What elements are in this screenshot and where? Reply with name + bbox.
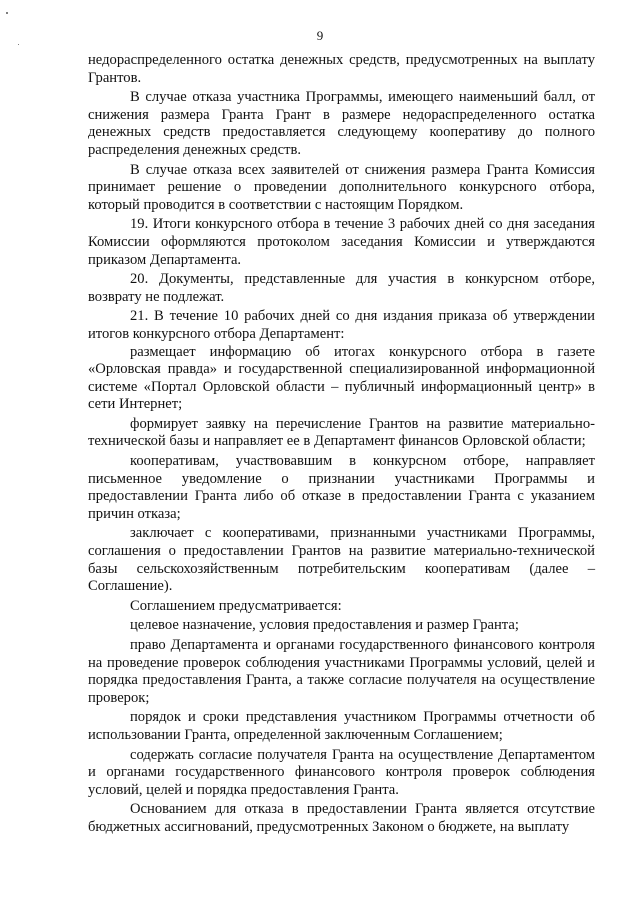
- paragraph: В случае отказа участника Программы, имеющего наименьший балл, от снижения размера Гранта Грант в размере недораспределенного остатка денежных средств предоставляется следующему кооперативу до полного распределения денежных средств.: [88, 89, 595, 158]
- scan-speck: [6, 12, 8, 14]
- paragraph: порядок и сроки представления участником Программы отчетности об использовании Гранта, определенной заключенным Соглашением;: [88, 709, 595, 743]
- paragraph: заключает с кооперативами, признанными участниками Программы, соглашения о предоставлении Грантов на развитие материально-технической базы сельскохозяйственным потребительским кооперативам (далее – Соглашение).: [88, 525, 595, 595]
- page-number: 9: [316, 28, 324, 43]
- paragraph: формирует заявку на перечисление Грантов на развитие материально-технической базы и направляет ее в Департамент финансов Орловской области;: [88, 415, 595, 450]
- paragraph: содержать согласие получателя Гранта на осуществление Департаментом и органами государственного финансового контроля проверок соблюдения условий, целей и порядка предоставления Гранта.: [88, 746, 595, 798]
- paragraph: размещает информацию об итогах конкурсного отбора в газете «Орловская правда» и государственной специализированной информационной системе «Портал Орловской области – публичный информационный центр» в сети Интернет;: [88, 343, 595, 413]
- scan-speck: [18, 44, 19, 45]
- paragraph: недораспределенного остатка денежных средств, предусмотренных на выплату Грантов.: [88, 52, 595, 86]
- paragraph-item-19: 19. Итоги конкурсного отбора в течение 3 рабочих дней со дня заседания Комиссии оформляются протоколом заседания Комиссии и утверждаются приказом Департамента.: [88, 216, 595, 268]
- paragraph: целевое назначение, условия предоставления и размер Гранта;: [130, 617, 519, 634]
- paragraph: Соглашением предусматривается:: [130, 597, 342, 614]
- paragraph: кооперативам, участвовавшим в конкурсном отборе, направляет письменное уведомление о признании участниками Программы и предоставлении Гранта либо об отказе в предоставлении Гранта с указанием причин отказа;: [88, 453, 595, 522]
- paragraph: В случае отказа всех заявителей от снижения размера Гранта Комиссия принимает решение о проведении дополнительного конкурсного отбора, который проводится в соответствии с настоящим Порядком.: [88, 161, 595, 213]
- paragraph: Основанием для отказа в предоставлении Гранта является отсутствие бюджетных ассигнований, предусмотренных Законом о бюджете, на выплату: [88, 801, 595, 835]
- paragraph-item-20: 20. Документы, представленные для участия в конкурсном отборе, возврату не подлежат.: [88, 271, 595, 305]
- document-body: [88, 52, 595, 837]
- paragraph: право Департамента и органами государственного финансового контроля на проведение проверок соблюдения участниками Программы условий, целей и порядка предоставления Гранта, а также согласие получателя на осуществление проверок;: [88, 637, 595, 706]
- paragraph-item-21: 21. В течение 10 рабочих дней со дня издания приказа об утверждении итогов конкурсного отбора Департамент:: [88, 308, 595, 342]
